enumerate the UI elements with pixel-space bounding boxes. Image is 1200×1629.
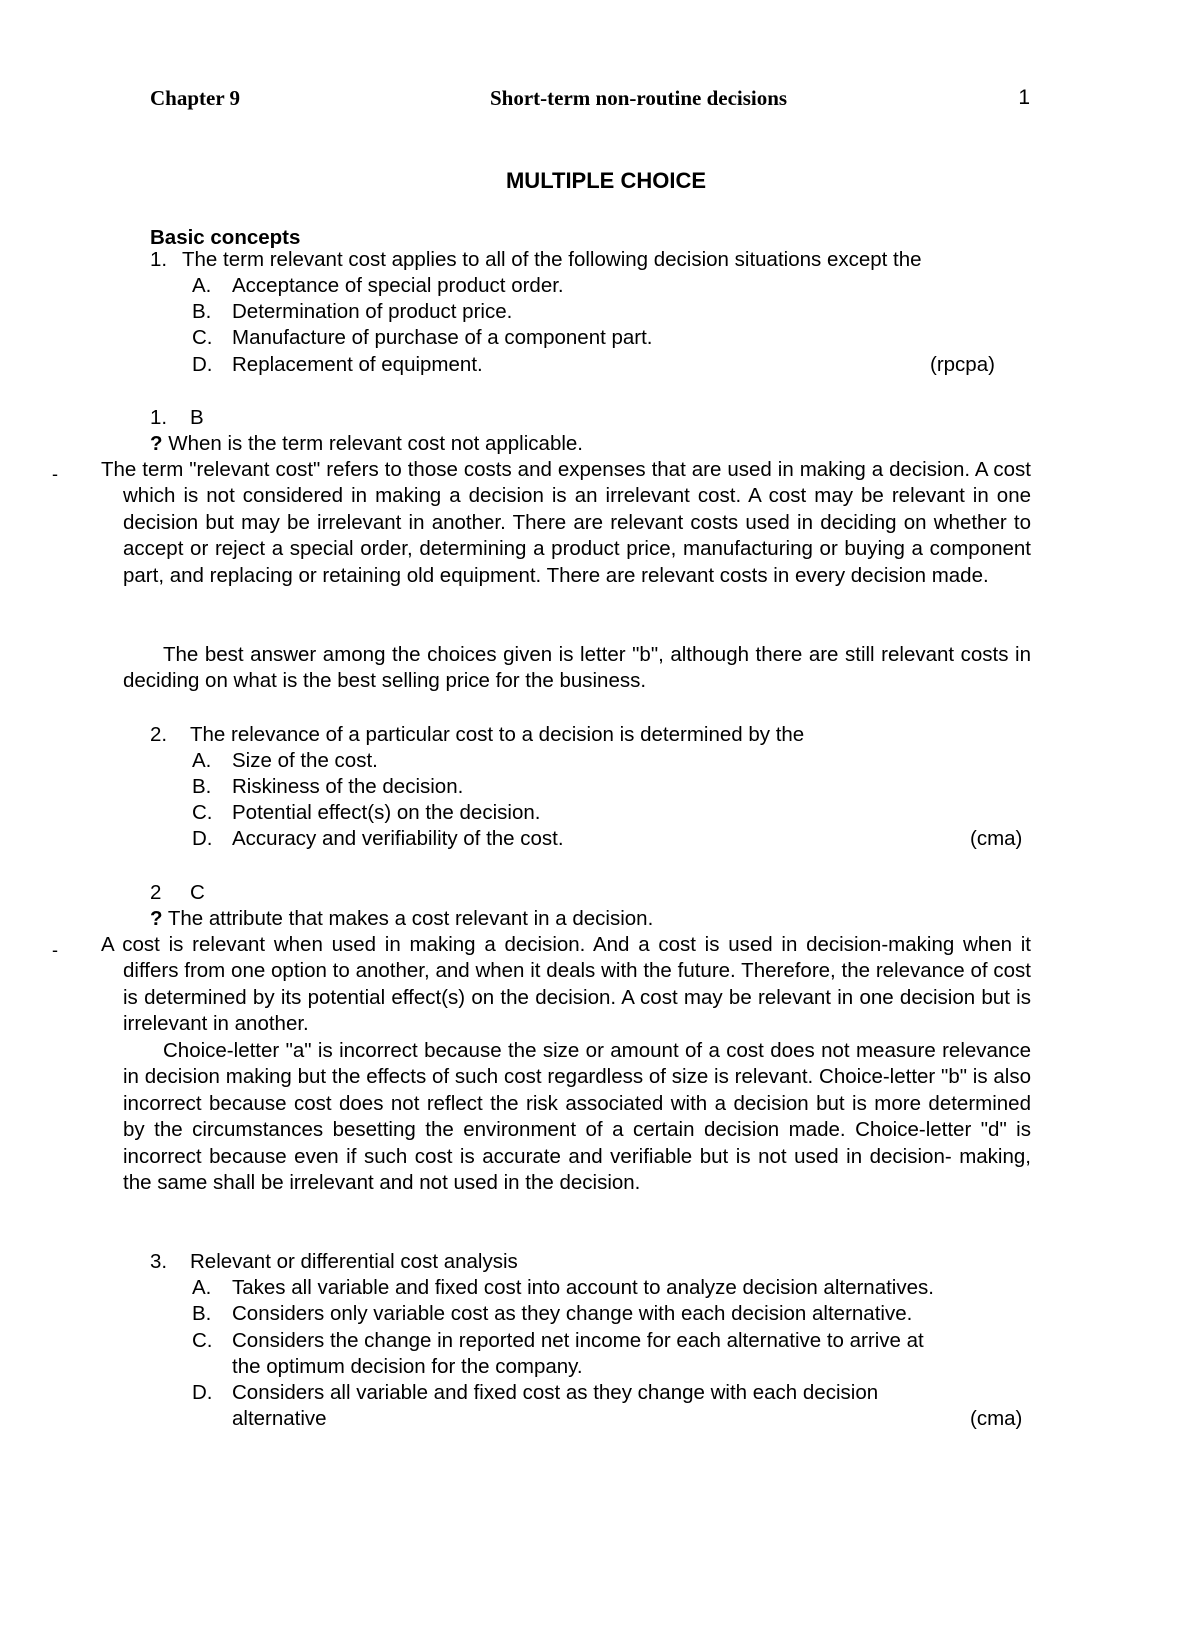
choice-text: Riskiness of the decision. [232, 775, 464, 798]
source-tag: (cma) [970, 827, 1023, 850]
question-stem [150, 247, 922, 273]
answer-number: 1. [150, 406, 168, 429]
choice-text: Replacement of equipment. [232, 353, 483, 376]
choice-c [192, 1328, 924, 1354]
bullet-dash: - [52, 940, 58, 960]
answer-number: 2 [150, 881, 162, 904]
choice-letter: A. [192, 1276, 212, 1299]
choice-d [192, 826, 564, 852]
answer-line [150, 880, 205, 906]
choice-text: Takes all variable and fixed cost into account to analyze decision alternatives. [232, 1276, 934, 1299]
choice-text: Accuracy and verifiability of the cost. [232, 827, 564, 850]
hint-text: The attribute that makes a cost relevant in a decision. [167, 907, 654, 930]
choice-letter: C. [192, 1329, 213, 1352]
question-mark-icon: ? [150, 907, 163, 930]
section-title: MULTIPLE CHOICE [505, 168, 707, 193]
choice-a [192, 273, 564, 299]
source-tag: (cma) [970, 1407, 1023, 1430]
choice-a [192, 1275, 934, 1301]
explanation-paragraph [101, 457, 1031, 589]
choice-d [192, 352, 483, 378]
question-text: Relevant or differential cost analysis [190, 1250, 518, 1273]
choice-letter: D. [192, 827, 213, 850]
subsection-title: Basic concepts [150, 226, 301, 249]
choice-text: Considers all variable and fixed cost as they change with each decision [232, 1381, 879, 1404]
choice-text: Acceptance of special product order. [232, 274, 564, 297]
choice-text: Determination of product price. [232, 300, 513, 323]
choice-letter: D. [192, 353, 213, 376]
hint-line [150, 431, 583, 457]
page-number: 1 [1018, 86, 1030, 109]
choice-text: Considers only variable cost as they change with each decision alternative. [232, 1302, 913, 1325]
choice-b [192, 1301, 912, 1327]
answer-letter: C [190, 881, 205, 904]
question-number: 2. [150, 723, 168, 746]
bullet-dash: - [52, 464, 58, 484]
question-stem [150, 1249, 518, 1275]
choice-text: Considers the change in reported net income for each alternative to arrive at [232, 1329, 924, 1352]
choice-c [192, 325, 653, 351]
choice-d-continued: alternative [232, 1407, 327, 1430]
page-header [150, 86, 1030, 116]
explanation-paragraph-2 [123, 1038, 1031, 1196]
answer-line [150, 405, 204, 431]
chapter-label: Chapter 9 [150, 86, 241, 110]
chapter-title: Short-term non-routine decisions [490, 86, 788, 110]
answer-letter: B [190, 406, 204, 429]
explanation-paragraph-2 [123, 642, 1031, 695]
question-mark-icon: ? [150, 432, 163, 455]
question-text: The relevance of a particular cost to a decision is determined by the [190, 723, 805, 746]
choice-text: Potential effect(s) on the decision. [232, 801, 541, 824]
choice-a [192, 748, 378, 774]
choice-c-continued: the optimum decision for the company. [232, 1355, 583, 1378]
choice-letter: B. [192, 775, 212, 798]
choice-text: Manufacture of purchase of a component part. [232, 326, 653, 349]
explanation-text: The term "relevant cost" refers to those costs and expenses that are used in making a decision. A cost which is not considered in making a decision is an irrelevant cost. A cost may be relevant in one decision but may be irrelevant in another. There are relevant costs used in deciding on whether to accept or reject a special order, determining a product price, manufacturing or buying a component part, and replacing or retaining old equipment. There are relevant costs in every decision made. [101, 458, 1031, 587]
choice-d [192, 1380, 878, 1406]
question-text: The term relevant cost applies to all of the following decision situations except the [182, 248, 922, 271]
choice-letter: D. [192, 1381, 213, 1404]
choice-letter: A. [192, 749, 212, 772]
hint-line [150, 906, 653, 932]
question-stem [150, 722, 804, 748]
explanation-text: Choice-letter "a" is incorrect because the size or amount of a cost does not measure relevance in decision making but the effects of such cost regardless of size is relevant. Choice-letter "b" is also incorrect because cost does not reflect the risk associated with a decision but is more determined by the circumstances besetting the environment of a certain decision made. Choice-letter "d" is incorrect because even if such cost is accurate and verifiable but is not used in decision- making, the same shall be irrelevant and not used in the decision. [123, 1039, 1031, 1195]
choice-text: Size of the cost. [232, 749, 378, 772]
explanation-text: The best answer among the choices given is letter "b", although there are still relevant costs in deciding on what is the best selling price for the business. [123, 643, 1031, 693]
choice-letter: B. [192, 300, 212, 323]
explanation-paragraph [101, 932, 1031, 1038]
explanation-text: A cost is relevant when used in making a decision. And a cost is used in decision-making when it differs from one option to another, and when it deals with the future. Therefore, the relevance of cost is determined by its potential effect(s) on the decision. A cost may be relevant in one decision but is irrelevant in another. [101, 933, 1031, 1036]
choice-letter: A. [192, 274, 212, 297]
choice-b [192, 299, 512, 325]
hint-text: When is the term relevant cost not applicable. [168, 432, 583, 455]
choice-letter: C. [192, 801, 213, 824]
question-number: 1. [150, 248, 168, 271]
choice-letter: C. [192, 326, 213, 349]
question-number: 3. [150, 1250, 168, 1273]
choice-c [192, 800, 540, 826]
source-tag: (rpcpa) [930, 353, 995, 376]
choice-b [192, 774, 463, 800]
choice-letter: B. [192, 1302, 212, 1325]
